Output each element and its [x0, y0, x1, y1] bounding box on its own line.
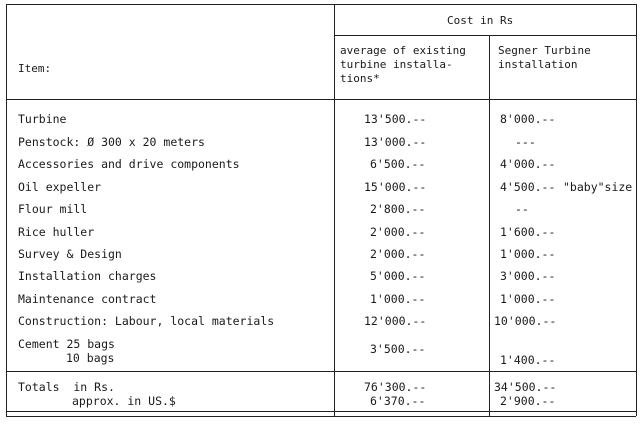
row-oil-expeller-segner: 4'500.-- [500, 180, 556, 194]
totals-existing-rs: 76'300.-- [364, 380, 427, 394]
totals-existing-usd: 6'370.-- [370, 394, 426, 408]
row-turbine-segner: 8'000.-- [500, 112, 556, 126]
row-construction-segner: 10'000.-- [494, 314, 557, 328]
row-installation-segner: 3'000.-- [500, 269, 556, 283]
row-construction-existing: 12'000.-- [364, 314, 427, 328]
row-maintenance-existing: 1'000.-- [370, 292, 426, 306]
rule-body-bottom [6, 371, 636, 372]
rule-top [6, 4, 636, 5]
header-col2-line2: installation [498, 58, 578, 71]
rule-left [6, 4, 7, 416]
row-turbine-existing: 13'500.-- [364, 112, 427, 126]
row-flour-mill-segner: -- [515, 202, 529, 216]
row-installation-item: Installation charges [18, 269, 157, 283]
row-turbine-item: Turbine [18, 112, 67, 126]
header-item: Item: [18, 62, 52, 75]
row-flour-mill-existing: 2'800.-- [370, 202, 426, 216]
header-col1-line3: tions* [340, 72, 380, 85]
row-accessories-item: Accessories and drive components [18, 157, 240, 171]
rule-group-header [334, 35, 636, 36]
row-oil-expeller-note: "baby"size [563, 180, 633, 194]
row-cement-item2: 10 bags [66, 351, 115, 365]
row-oil-expeller-item: Oil expeller [18, 180, 102, 194]
row-survey-segner: 1'000.-- [500, 247, 556, 261]
header-col1-line1: average of existing [340, 44, 466, 57]
row-cement-item1: Cement 25 bags [18, 337, 115, 351]
totals-segner-usd: 2'900.-- [500, 394, 556, 408]
rule-totals-a [6, 411, 636, 412]
row-survey-item: Survey & Design [18, 247, 122, 261]
rule-right [636, 4, 637, 416]
rule-totals-b [6, 416, 636, 417]
row-maintenance-segner: 1'000.-- [500, 292, 556, 306]
row-rice-huller-item: Rice huller [18, 225, 95, 239]
row-penstock-segner: --- [515, 135, 536, 149]
row-penstock-existing: 13'000.-- [364, 135, 427, 149]
row-installation-existing: 5'000.-- [370, 269, 426, 283]
totals-label-usd: approx. in US.$ [72, 394, 176, 408]
row-flour-mill-item: Flour mill [18, 202, 88, 216]
row-maintenance-item: Maintenance contract [18, 292, 157, 306]
row-rice-huller-segner: 1'600.-- [500, 225, 556, 239]
header-col2-line1: Segner Turbine [498, 44, 591, 57]
totals-label-rs: Totals in Rs. [18, 380, 115, 394]
row-rice-huller-existing: 2'000.-- [370, 225, 426, 239]
rule-col2 [489, 35, 490, 416]
row-oil-expeller-existing: 15'000.-- [364, 180, 427, 194]
row-cement-segner: 1'400.-- [500, 353, 556, 367]
row-accessories-existing: 6'500.-- [370, 157, 426, 171]
row-survey-existing: 2'000.-- [370, 247, 426, 261]
row-cement-existing: 3'500.-- [370, 342, 426, 356]
rule-header-bottom [6, 99, 636, 100]
row-construction-item: Construction: Labour, local materials [18, 314, 275, 328]
totals-segner-rs: 34'500.-- [494, 380, 557, 394]
row-accessories-segner: 4'000.-- [500, 157, 556, 171]
rule-col1 [334, 4, 335, 416]
header-group-title: Cost in Rs [447, 14, 514, 27]
row-penstock-item: Penstock: Ø 300 x 20 meters [18, 135, 205, 149]
header-col1-line2: turbine installa- [340, 58, 453, 71]
